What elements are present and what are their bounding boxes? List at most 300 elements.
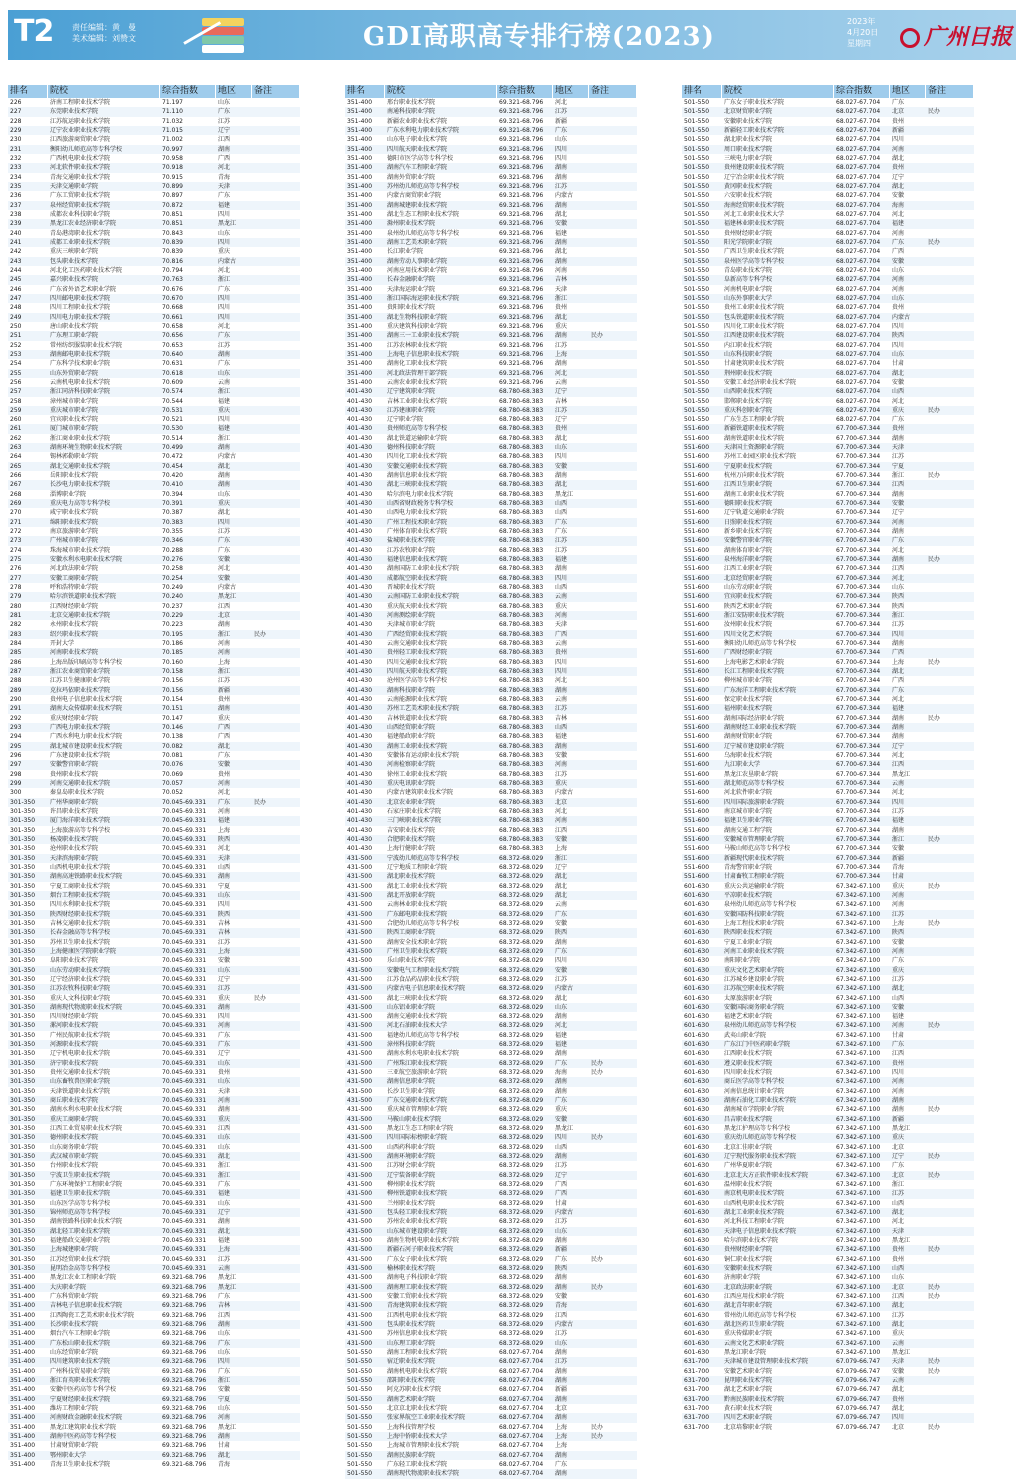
cell-index: 67.700-67.344 xyxy=(836,677,881,685)
cell-rank: 401-430 xyxy=(347,705,373,713)
cell-note xyxy=(252,1124,300,1133)
cell-region: 贵州 xyxy=(555,304,568,312)
cell-region: 海南 xyxy=(555,1069,568,1077)
cell-region: 湖南 xyxy=(555,360,568,368)
cell-school: 四川国际旅游职业学院 xyxy=(724,798,785,806)
cell-note xyxy=(926,126,974,135)
table-row xyxy=(682,583,974,592)
cell-index: 67.700-67.344 xyxy=(836,789,881,797)
cell-note xyxy=(926,704,974,713)
cell-school: 宁夏工业职业学院 xyxy=(724,938,773,946)
cell-index: 68.780-68.383 xyxy=(499,696,544,703)
cell-index: 68.780-68.383 xyxy=(499,826,544,834)
cell-school: 晋城职业技术学院 xyxy=(387,584,436,592)
table-row xyxy=(345,1199,637,1208)
cell-rank: 236 xyxy=(10,192,22,200)
cell-school: 漳州城市职业学院 xyxy=(50,397,99,405)
cell-school: 广州科技贸易职业学院 xyxy=(50,1367,111,1375)
cell-region: 云南 xyxy=(892,1339,905,1347)
cell-school: 山东经贸职业学院 xyxy=(50,1348,99,1356)
cell-rank: 431-500 xyxy=(347,1274,373,1282)
cell-region: 浙江 xyxy=(892,612,905,620)
cell-rank: 301-350 xyxy=(10,947,36,955)
cell-school: 苏州工艺美术职业技术学院 xyxy=(387,705,460,713)
cell-note xyxy=(589,714,637,723)
table-row xyxy=(682,1003,974,1012)
table-row xyxy=(345,182,637,191)
cell-index: 67.342-67.100 xyxy=(836,1171,881,1179)
cell-region: 四川 xyxy=(218,304,231,312)
cell-rank: 401-430 xyxy=(347,490,373,498)
cell-index: 70.958 xyxy=(162,154,183,162)
table-row xyxy=(345,210,637,219)
table-row xyxy=(345,294,637,303)
table-row xyxy=(682,938,974,947)
cell-rank: 431-500 xyxy=(347,1097,373,1105)
cell-rank: 601-630 xyxy=(684,1153,710,1161)
cell-index: 69.321-68.796 xyxy=(162,1423,207,1431)
cell-index: 68.780-68.383 xyxy=(499,500,544,508)
cell-note xyxy=(589,1161,637,1170)
cell-index: 68.372-68.029 xyxy=(499,1199,544,1207)
cell-rank: 601-630 xyxy=(684,1162,710,1170)
cell-region: 四川 xyxy=(218,1358,231,1366)
cell-note xyxy=(252,984,300,993)
cell-index: 69.321-68.796 xyxy=(499,266,544,274)
cell-index: 68.372-68.029 xyxy=(499,1265,544,1273)
cell-note xyxy=(252,434,300,443)
table-row xyxy=(345,508,637,517)
cell-school: 四川工程职业技术学院 xyxy=(50,304,111,312)
table-row xyxy=(345,984,637,993)
cell-note xyxy=(926,1264,974,1273)
cell-rank: 501-550 xyxy=(684,145,710,153)
cell-region: 辽宁 xyxy=(892,1153,905,1161)
cell-school: 邢台职业技术学院 xyxy=(387,99,436,106)
cell-index: 70.045-69.331 xyxy=(162,1087,207,1095)
cell-school: 北京交通职业技术学院 xyxy=(50,612,111,620)
cell-rank: 501-550 xyxy=(684,388,710,396)
cell-region: 黑龙江 xyxy=(218,593,237,601)
cell-index: 69.321-68.796 xyxy=(162,1339,207,1347)
cell-note xyxy=(926,1339,974,1348)
cell-note xyxy=(926,1273,974,1282)
table-row xyxy=(682,490,974,499)
cell-region: 浙江 xyxy=(555,294,568,302)
cell-index: 70.045-69.331 xyxy=(162,1181,207,1189)
cell-rank: 431-500 xyxy=(347,1003,373,1011)
cell-note xyxy=(926,966,974,975)
cell-school: 天津城市建设管理职业技术学院 xyxy=(724,1358,809,1366)
date-weekday: 星期四 xyxy=(847,39,871,48)
cell-rank: 301-350 xyxy=(10,1153,36,1161)
cell-region: 北京 xyxy=(892,1423,905,1431)
table-row xyxy=(8,1115,300,1124)
table-row xyxy=(682,471,974,480)
cell-school: 锡林郭勒职业学院 xyxy=(50,453,99,461)
cell-region: 上海 xyxy=(218,947,231,955)
cell-region: 湖南 xyxy=(892,490,905,498)
cell-region: 广东 xyxy=(218,751,231,759)
cell-note xyxy=(252,564,300,573)
header-rank: 排名 xyxy=(682,85,722,98)
cell-note xyxy=(252,294,300,303)
cell-rank: 301-350 xyxy=(10,1265,36,1273)
table-row xyxy=(682,704,974,713)
cell-index: 68.780-68.383 xyxy=(499,658,544,666)
cell-rank: 551-600 xyxy=(684,630,710,638)
cell-school: 荆州职业技术学院 xyxy=(724,369,773,377)
cell-school: 永州职业技术学院 xyxy=(50,621,99,629)
cell-rank: 601-630 xyxy=(684,1171,710,1179)
cell-region: 河南 xyxy=(555,817,568,825)
cell-rank: 501-550 xyxy=(347,1404,373,1412)
cell-note xyxy=(926,1012,974,1021)
cell-rank: 431-500 xyxy=(347,1320,373,1328)
cell-index: 68.027-67.704 xyxy=(499,1395,544,1403)
cell-school: 泉州幼儿师范高等专科学校 xyxy=(387,229,460,237)
cell-region: 湖北 xyxy=(555,313,568,321)
cell-rank: 551-600 xyxy=(684,472,710,480)
cell-school: 湖南生物机电职业技术学院 xyxy=(387,1237,460,1245)
table-row xyxy=(8,462,300,471)
cell-school: 哈尔滨铁道职业技术学院 xyxy=(50,593,117,601)
cell-rank: 431-500 xyxy=(347,901,373,909)
cell-school: 徐州工业职业技术学院 xyxy=(387,770,448,778)
cell-school: 湖南工业职业技术学院 xyxy=(387,742,448,750)
cell-index: 68.780-68.383 xyxy=(499,817,544,825)
cell-school: 陕西艺术职业学院 xyxy=(724,602,773,610)
cell-note xyxy=(926,1376,974,1385)
table-row xyxy=(345,350,637,359)
table-row xyxy=(8,1012,300,1021)
cell-index: 67.700-67.344 xyxy=(836,761,881,769)
table-row xyxy=(8,891,300,900)
table-row xyxy=(682,397,974,406)
cell-note xyxy=(252,1105,300,1114)
cell-note xyxy=(252,620,300,629)
cell-rank: 301-350 xyxy=(10,975,36,983)
table-header xyxy=(682,85,974,98)
cell-region: 江苏 xyxy=(892,975,905,983)
cell-region: 河北 xyxy=(555,807,568,815)
cell-note: 民办 xyxy=(591,1432,604,1440)
cell-index: 67.342-67.100 xyxy=(836,1218,881,1226)
cell-school: 湖南交通工程学院 xyxy=(724,826,773,834)
cell-index: 68.780-68.383 xyxy=(499,472,544,480)
cell-note xyxy=(926,676,974,685)
cell-school: 湖南国防工业职业技术学院 xyxy=(387,565,460,573)
cell-school: 包头职业技术学院 xyxy=(50,257,99,265)
table-row xyxy=(345,434,637,443)
cell-school: 山西机电职业技术学院 xyxy=(724,1199,785,1207)
table-row xyxy=(8,1460,300,1469)
cell-note xyxy=(252,1329,300,1338)
cell-index: 68.780-68.383 xyxy=(499,733,544,741)
table-row xyxy=(682,835,974,844)
cell-rank: 601-630 xyxy=(684,1059,710,1067)
table-row xyxy=(8,919,300,928)
cell-rank: 501-550 xyxy=(684,266,710,274)
cell-region: 河南 xyxy=(218,1022,231,1030)
table-row xyxy=(345,1040,637,1049)
header-school: 院校 xyxy=(48,85,160,98)
cell-region: 内蒙古 xyxy=(892,313,911,321)
cell-region: 山西 xyxy=(892,1199,905,1207)
cell-note xyxy=(252,928,300,937)
cell-note xyxy=(252,285,300,294)
table-header xyxy=(345,85,637,98)
table-row xyxy=(8,900,300,909)
cell-school: 湖北交通职业技术学院 xyxy=(50,462,111,470)
cell-region: 江苏 xyxy=(892,807,905,815)
cell-rank: 301-350 xyxy=(10,1087,36,1095)
table-row xyxy=(8,1385,300,1394)
cell-region: 福建 xyxy=(555,1041,568,1049)
cell-school: 重庆电力高等专科学校 xyxy=(50,500,111,508)
cell-rank: 431-500 xyxy=(347,994,373,1002)
cell-rank: 551-600 xyxy=(684,742,710,750)
cell-rank: 431-500 xyxy=(347,1059,373,1067)
cell-school: 天津国土资源职业学院 xyxy=(724,444,785,452)
cell-index: 68.027-67.704 xyxy=(836,304,881,312)
cell-school: 岳阳职业技术学院 xyxy=(50,472,99,480)
cell-rank: 235 xyxy=(10,182,22,190)
cell-index: 68.372-68.029 xyxy=(499,1115,544,1123)
table-row xyxy=(682,126,974,135)
cell-note xyxy=(926,536,974,545)
cell-note xyxy=(926,583,974,592)
table-row xyxy=(8,546,300,555)
table-row xyxy=(345,1059,637,1068)
cell-note xyxy=(252,1180,300,1189)
header-index: 综合指数 xyxy=(834,85,890,98)
cell-index: 67.700-67.344 xyxy=(836,630,881,638)
cell-rank: 631-700 xyxy=(684,1376,710,1384)
cell-region: 新疆 xyxy=(892,854,905,862)
cell-region: 湖南 xyxy=(555,1283,568,1291)
cell-region: 重庆 xyxy=(892,406,905,414)
cell-rank: 301-350 xyxy=(10,1041,36,1049)
cell-rank: 401-430 xyxy=(347,658,373,666)
table-row xyxy=(682,574,974,583)
cell-rank: 501-550 xyxy=(684,360,710,368)
cell-rank: 269 xyxy=(10,500,22,508)
cell-rank: 301-350 xyxy=(10,929,36,937)
cell-index: 69.321-68.796 xyxy=(499,108,544,116)
cell-school: 贵州师范高等专科学校 xyxy=(387,425,448,433)
cell-rank: 258 xyxy=(10,397,22,405)
cell-rank: 257 xyxy=(10,388,22,396)
cell-rank: 501-550 xyxy=(684,304,710,312)
cell-region: 湖北 xyxy=(218,1227,231,1235)
cell-region: 湖北 xyxy=(555,994,568,1002)
cell-school: 包头铁道职业技术学院 xyxy=(724,313,785,321)
cell-region: 浙江 xyxy=(892,835,905,843)
cell-region: 江苏 xyxy=(892,453,905,461)
cell-rank: 301-350 xyxy=(10,826,36,834)
cell-school: 贵州财经职业学院 xyxy=(724,1246,773,1254)
cell-rank: 284 xyxy=(10,640,22,648)
cell-note: 民办 xyxy=(928,1106,941,1114)
cell-region: 陕西 xyxy=(555,1265,568,1273)
cell-note xyxy=(926,322,974,331)
table-row xyxy=(345,844,637,853)
cell-note xyxy=(926,229,974,238)
cell-note xyxy=(252,592,300,601)
cell-index: 70.045-69.331 xyxy=(162,1246,207,1254)
cell-note xyxy=(252,1208,300,1217)
cell-index: 69.321-68.796 xyxy=(499,229,544,237)
table-row xyxy=(8,1049,300,1058)
cell-note xyxy=(589,816,637,825)
cell-rank: 351-400 xyxy=(10,1320,36,1328)
cell-rank: 401-430 xyxy=(347,677,373,685)
cell-index: 68.027-67.704 xyxy=(836,201,881,209)
cell-note xyxy=(589,1227,637,1236)
cell-region: 云南 xyxy=(555,696,568,703)
table-row xyxy=(345,107,637,116)
cell-index: 68.372-68.029 xyxy=(499,1078,544,1086)
cell-rank: 431-500 xyxy=(347,1069,373,1077)
cell-index: 69.321-68.796 xyxy=(162,1320,207,1328)
table-row xyxy=(682,900,974,909)
cell-index: 68.780-68.383 xyxy=(499,705,544,713)
cell-school: 四川职业技术学院 xyxy=(724,1069,773,1077)
cell-note xyxy=(252,313,300,322)
cell-index: 68.027-67.704 xyxy=(836,322,881,330)
cell-note xyxy=(926,173,974,182)
cell-note xyxy=(589,1245,637,1254)
cell-region: 广东 xyxy=(218,332,231,340)
cell-region: 湖北 xyxy=(892,1386,905,1394)
cell-index: 69.321-68.796 xyxy=(162,1442,207,1450)
cell-school: 山西经贸职业学院 xyxy=(387,723,436,731)
cell-school: 湖南水利水电职业技术学院 xyxy=(387,1050,460,1058)
cell-rank: 551-600 xyxy=(684,593,710,601)
table-row xyxy=(345,247,637,256)
cell-index: 70.045-69.331 xyxy=(162,1171,207,1179)
cell-region: 江苏 xyxy=(218,117,231,125)
cell-note xyxy=(589,1012,637,1021)
cell-note xyxy=(252,1348,300,1357)
cell-rank: 247 xyxy=(10,294,22,302)
cell-note xyxy=(589,1152,637,1161)
cell-region: 湖南 xyxy=(555,1078,568,1086)
cell-index: 68.372-68.029 xyxy=(499,1162,544,1170)
table-row xyxy=(8,1077,300,1086)
cell-region: 河北 xyxy=(218,266,231,274)
table-row xyxy=(8,1376,300,1385)
table-row xyxy=(345,471,637,480)
cell-rank: 351-400 xyxy=(10,1376,36,1384)
cell-index: 70.045-69.331 xyxy=(162,1125,207,1133)
cell-note xyxy=(589,863,637,872)
cell-note xyxy=(252,807,300,816)
cell-note xyxy=(252,98,300,107)
cell-school: 上海中侨职业技术大学 xyxy=(387,1432,448,1440)
table-row xyxy=(345,658,637,667)
cell-school: 泉州海洋职业学院 xyxy=(724,556,773,564)
cell-school: 湖南大众传媒职业技术学院 xyxy=(50,705,123,713)
cell-rank: 501-550 xyxy=(684,248,710,256)
cell-index: 70.045-69.331 xyxy=(162,1134,207,1142)
table-row xyxy=(345,1432,637,1441)
cell-rank: 276 xyxy=(10,565,22,573)
cell-rank: 287 xyxy=(10,668,22,676)
cell-note xyxy=(252,1059,300,1068)
cell-region: 辽宁 xyxy=(218,1209,231,1217)
cell-rank: 551-600 xyxy=(684,500,710,508)
cell-index: 67.342-67.100 xyxy=(836,901,881,909)
cell-note xyxy=(926,294,974,303)
cell-note xyxy=(589,742,637,751)
table-row xyxy=(345,1395,637,1404)
cell-school: 湖南艺术职业学院 xyxy=(387,1395,436,1403)
cell-rank: 601-630 xyxy=(684,919,710,927)
cell-region: 四川 xyxy=(218,518,231,526)
cell-region: 广东 xyxy=(892,537,905,545)
cell-rank: 551-600 xyxy=(684,798,710,806)
cell-note xyxy=(589,1096,637,1105)
cell-index: 67.700-67.344 xyxy=(836,434,881,442)
cell-rank: 551-600 xyxy=(684,444,710,452)
cell-school: 黑龙江农垦职业学院 xyxy=(724,770,779,778)
cell-note xyxy=(589,1077,637,1086)
cell-school: 常州幼儿师范高等专科学校 xyxy=(724,1311,797,1319)
cell-index: 69.321-68.796 xyxy=(162,1386,207,1394)
cell-school: 上海工程技术职业学院 xyxy=(724,919,785,927)
cell-rank: 551-600 xyxy=(684,863,710,871)
cell-school: 广东邮电职业技术学院 xyxy=(387,910,448,918)
cell-note xyxy=(589,1329,637,1338)
cell-rank: 431-500 xyxy=(347,1181,373,1189)
cell-note xyxy=(252,1292,300,1301)
cell-index: 70.156 xyxy=(162,686,183,694)
cell-school: 广东理工职业学院 xyxy=(50,332,99,340)
cell-note xyxy=(589,844,637,853)
cell-note xyxy=(589,835,637,844)
cell-index: 69.321-68.796 xyxy=(499,257,544,265)
cell-region: 山西 xyxy=(892,388,905,396)
cell-index: 68.372-68.029 xyxy=(499,985,544,993)
cell-rank: 551-600 xyxy=(684,640,710,648)
cell-index: 70.045-69.331 xyxy=(162,985,207,993)
cell-school: 贵州职业技术学院 xyxy=(50,770,99,778)
cell-rank: 431-500 xyxy=(347,1078,373,1086)
cell-school: 贵州建设职业技术学院 xyxy=(724,164,785,172)
cell-index: 68.780-68.383 xyxy=(499,397,544,405)
cell-rank: 431-500 xyxy=(347,1339,373,1347)
cell-rank: 301-350 xyxy=(10,807,36,815)
cell-note xyxy=(252,322,300,331)
cell-index: 67.342-67.100 xyxy=(836,1227,881,1235)
table-row xyxy=(682,527,974,536)
cell-school: 周口职业技术学院 xyxy=(724,145,773,153)
cell-note xyxy=(252,779,300,788)
cell-region: 广西 xyxy=(892,248,905,256)
cell-region: 陕西 xyxy=(892,929,905,937)
table-row xyxy=(345,303,637,312)
cell-index: 67.700-67.344 xyxy=(836,714,881,722)
cell-rank: 601-630 xyxy=(684,891,710,899)
cell-index: 67.079-66.747 xyxy=(836,1367,881,1375)
cell-school: 泉州经贸职业技术学院 xyxy=(50,201,111,209)
cell-school: 山西机电职业技术学院 xyxy=(50,863,111,871)
cell-region: 湖南 xyxy=(892,434,905,442)
cell-index: 70.676 xyxy=(162,285,183,293)
cell-school: 天津城市职业学院 xyxy=(387,621,436,629)
